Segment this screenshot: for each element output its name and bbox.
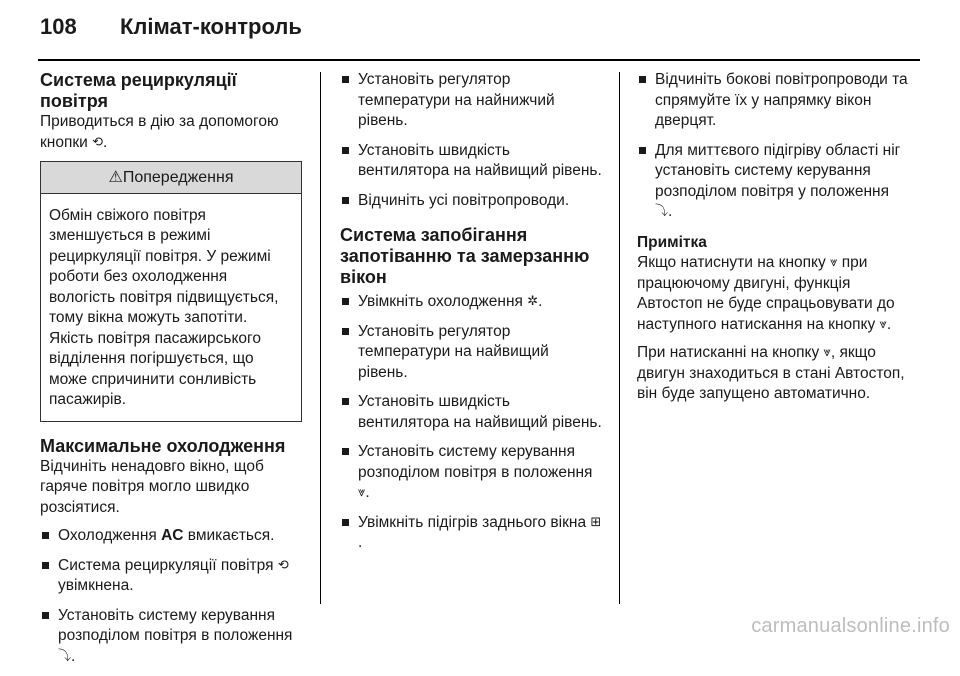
windshield-defrost-icon: ⩔ [823, 344, 831, 359]
list-item: Охолодження AC вмикається. [40, 526, 302, 547]
note-text-2: При натисканні на кнопку ⩔, якщо двигун знаходиться в стані Автостоп, він буде запущено автоматично. [637, 344, 905, 402]
list-item: Установіть регулятор температури на найвищий рівень. [340, 322, 602, 384]
windshield-defrost-icon: ⩔ [358, 484, 366, 499]
snowflake-icon: ✲ [527, 293, 539, 308]
warning-icon: ⚠ [108, 169, 123, 186]
recirc-heading: Система рециркуляції повітря [40, 70, 237, 111]
column-right [637, 70, 909, 413]
max-cooling-text: Відчиніть ненадовго вікно, щоб гаряче повітря могло швидко розсіятися. [40, 457, 264, 516]
list-item: Система рециркуляції повітря ⟲ увімкнена. [40, 556, 302, 597]
list-item: Відчиніть бокові повітропроводи та спрямуйте їх у напрямку вікон дверцят. [637, 70, 909, 132]
defog-list [340, 292, 602, 554]
watermark: carmanualsonline.info [751, 615, 950, 637]
column-divider [619, 72, 620, 604]
recirculation-icon: ⟲ [92, 133, 104, 149]
defog-list-continued [637, 70, 909, 223]
page-number: 108 [40, 14, 77, 39]
column-divider [320, 72, 321, 604]
note-text: Якщо натиснути на кнопку ⩔ при працюючому двигуні, функція Автостоп не буде спрацьовувати до наступного натискання на кнопку ⩔. [637, 254, 895, 333]
recirculation-icon: ⟲ [277, 556, 289, 572]
max-cooling-heading: Максимальне охолодження [40, 435, 286, 456]
list-item: Установіть швидкість вентилятора на найвищий рівень. [340, 392, 602, 433]
list-item: Увімкніть охолодження ✲. [340, 292, 602, 313]
warning-title: Попередження [122, 169, 234, 186]
warning-box [40, 161, 302, 422]
list-item: Установіть регулятор температури на найнижчий рівень. [340, 70, 602, 132]
header-rule [38, 59, 920, 61]
column-left: Система рециркуляції повітря Приводиться в дію за допомогою кнопки ⟲. ⚠Попередження Обмін свіжого повітря зменшується в режимі рециркуляції повітря. У режимі роботи без охолодження вологість повітря підвищується, тому вікна можуть запотіти. Якість повітря пасажирського відділення погіршується, що може спричинити сонливість пасажирів. Максимальне охолодження Відчиніть ненадовго вікно, щоб гаряче повітря могло швидко розсіятися. Охолодження AC вмикається. Система рециркуляції повітря ⟲ увімкнена. Установіть систему керування розподілом повітря в положення ⤵. [40, 70, 302, 676]
floor-vent-icon: ⤵ [655, 203, 669, 218]
list-item: Увімкніть підігрів заднього вікна ⊞. [340, 513, 602, 554]
max-cooling-list [40, 526, 302, 667]
cooling-steps-list [340, 70, 602, 211]
air-vent-icon: ⤵ [58, 647, 72, 663]
warning-header [41, 162, 301, 194]
recirc-text: Приводиться в дію за допомогою кнопки [40, 113, 279, 151]
windshield-defrost-icon: ⩔ [830, 254, 838, 269]
defog-heading: Система запобігання запотіванню та замерзанню вікон [340, 225, 590, 287]
windshield-defrost-icon: ⩔ [879, 315, 887, 331]
warning-text: Обмін свіжого повітря зменшується в режимі рециркуляції повітря. У режимі роботи без охолодження вологість повітря підвищується, тому вікна можуть запотіти. Якість повітря пасажирського відділення погіршується, що може спричинити сонливість пасажирів. [49, 206, 279, 408]
note-title: Примітка [637, 233, 707, 251]
list-item: Установіть систему керування розподілом повітря в положення ⩔. [340, 442, 602, 504]
list-item: Для миттєвого підігріву області ніг установіть систему керування розподілом повітря у положення ⤵. [637, 141, 909, 223]
list-item: Установіть швидкість вентилятора на найвищий рівень. [340, 141, 602, 182]
column-middle [340, 70, 602, 563]
rear-window-heat-icon: ⊞ [590, 513, 602, 529]
list-item: Установіть систему керування розподілом повітря в положення ⤵. [40, 606, 302, 668]
page-title: Клімат-контроль [120, 14, 302, 39]
list-item: Відчиніть усі повітропроводи. [340, 191, 602, 212]
page-header [40, 14, 302, 50]
